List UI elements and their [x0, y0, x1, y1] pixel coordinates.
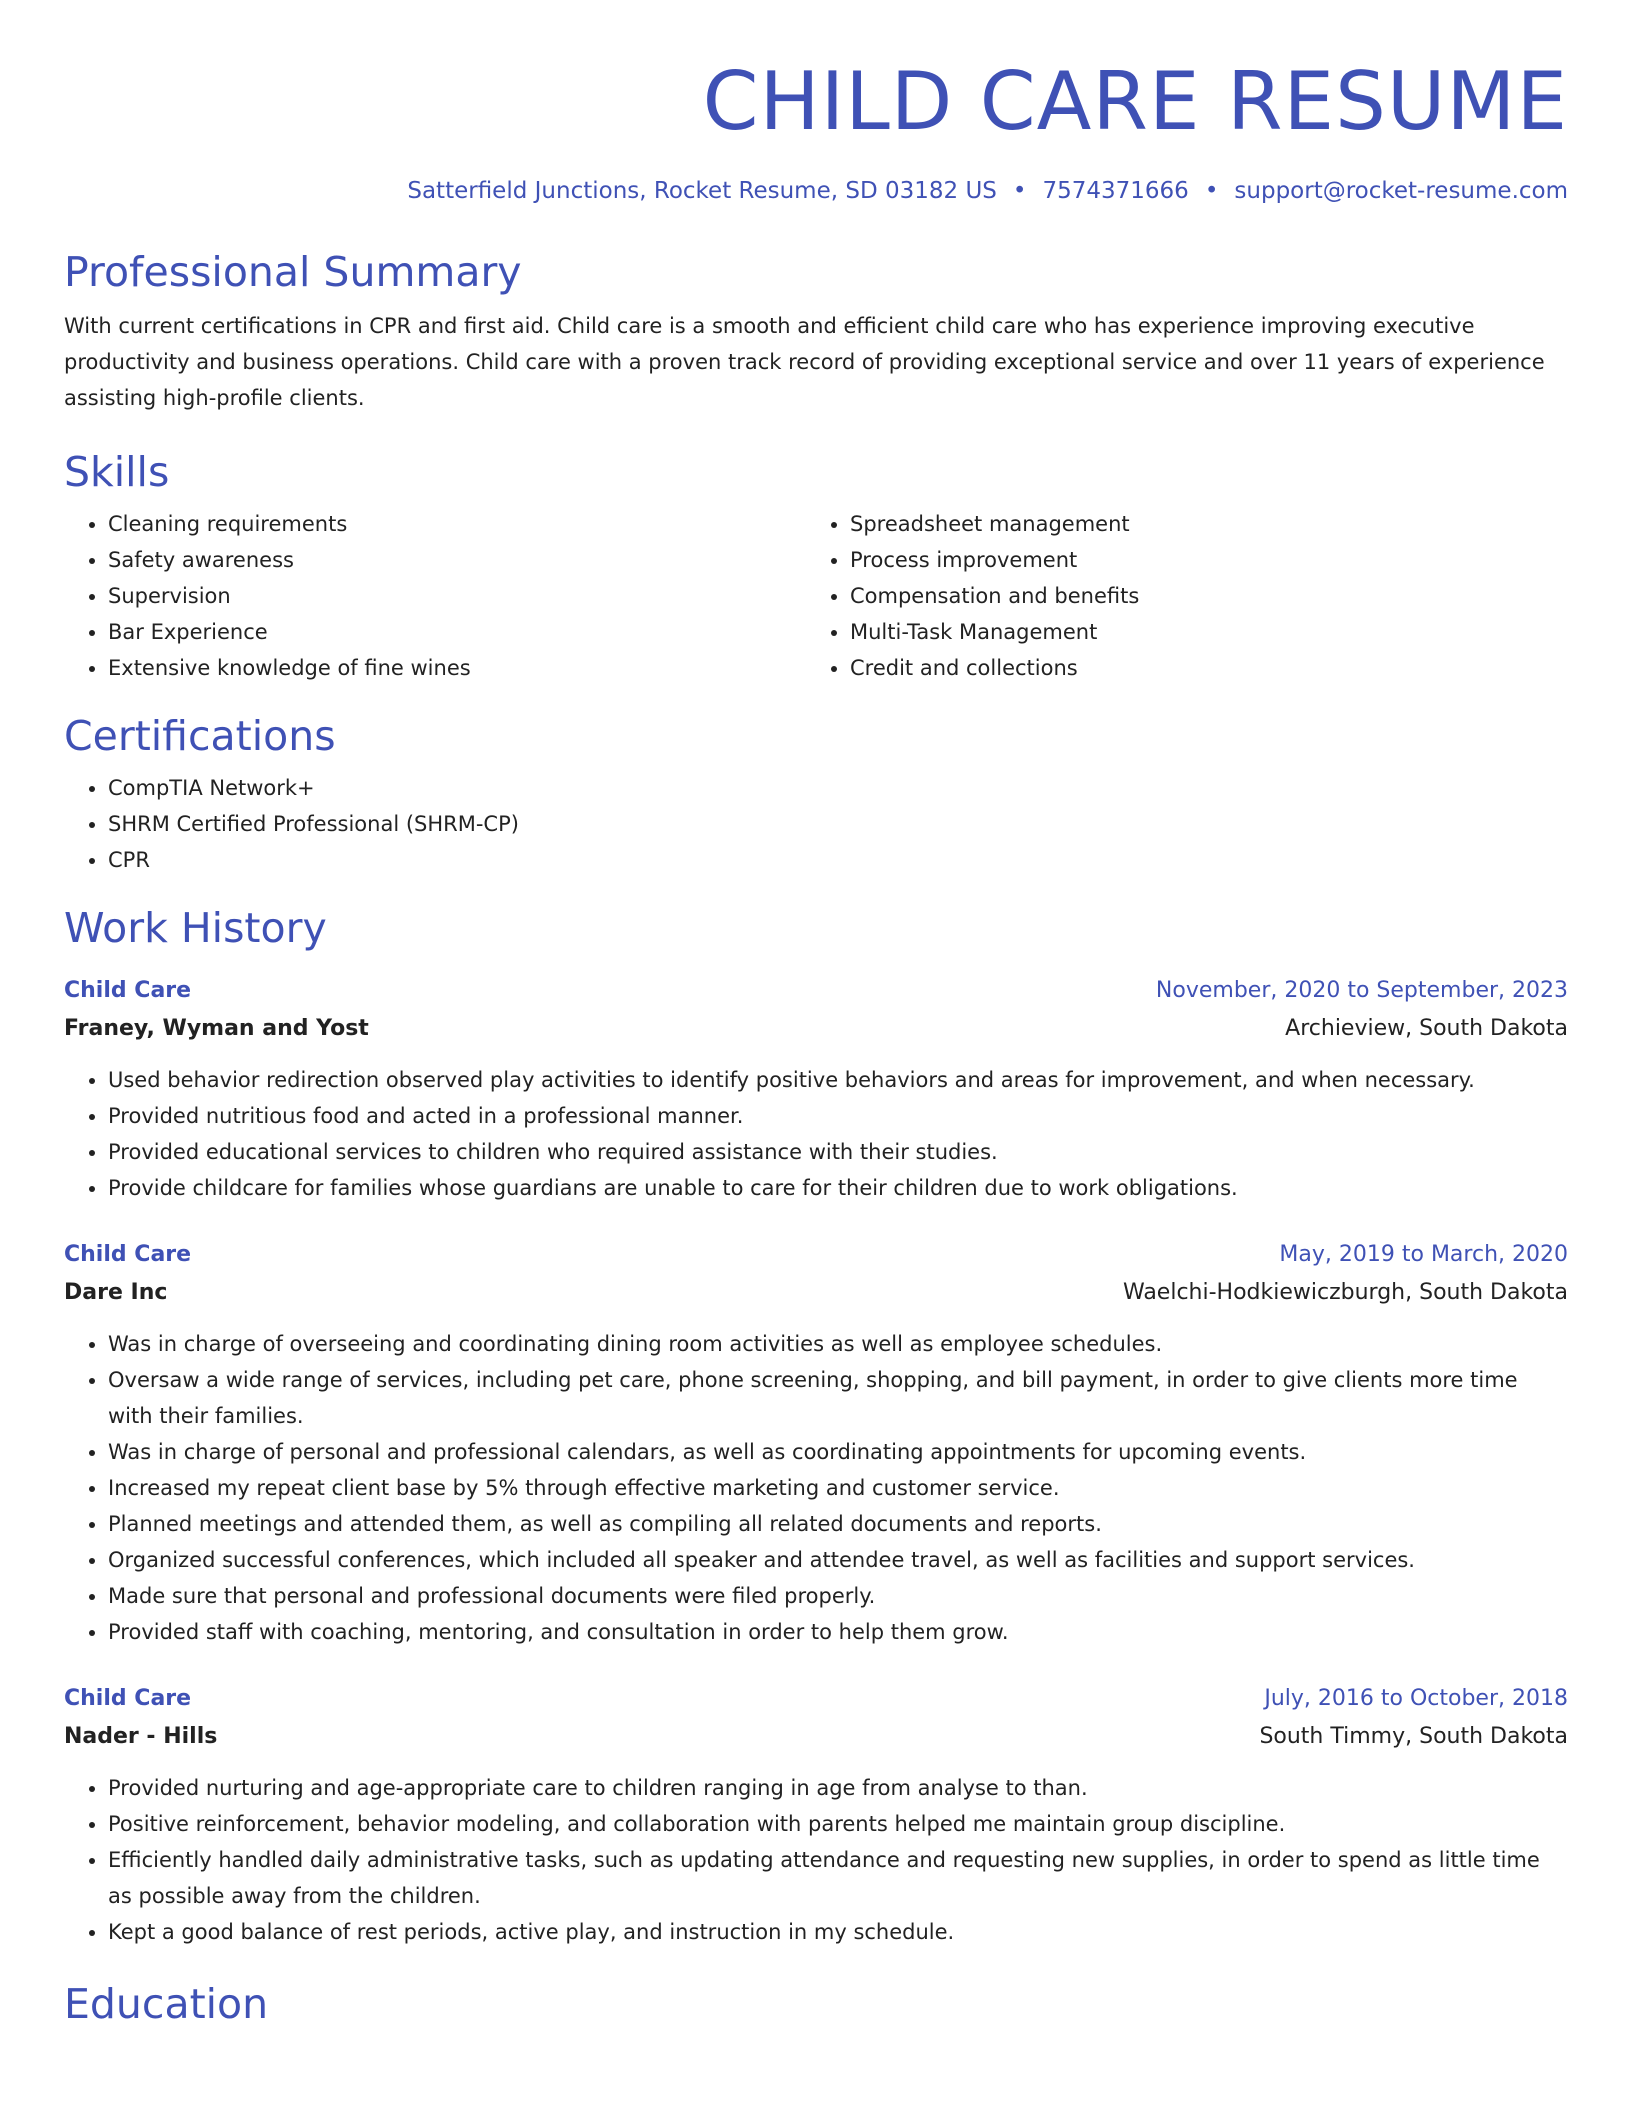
resume-title: CHILD CARE RESUME	[702, 55, 1568, 148]
job-title: Child Care	[64, 1242, 192, 1267]
contact-separator: •	[1012, 178, 1027, 204]
contact-line	[64, 176, 1568, 206]
job-bullet: • Provided educational services to children who required assistance with their studies.	[108, 1134, 1568, 1170]
skills-list-right	[806, 506, 1548, 686]
job-company-row	[64, 1718, 1568, 1756]
job-company-row	[64, 1010, 1568, 1048]
job-company: Franey, Wyman and Yost	[64, 1016, 369, 1041]
job-entry	[64, 972, 1568, 1206]
skill-item: • Bar Experience	[108, 614, 806, 650]
skill-item: • Extensive knowledge of fine wines	[108, 650, 806, 686]
skill-item: • Multi-Task Management	[850, 614, 1548, 650]
job-bullet: • Was in charge of overseeing and coordinating dining room activities as well as employee schedules.	[108, 1326, 1568, 1362]
job-entry	[64, 1680, 1568, 1950]
job-header-row	[64, 972, 1568, 1010]
certification-item: • CPR	[108, 842, 1568, 878]
contact-separator: •	[1204, 178, 1219, 204]
contact-email[interactable]: support@rocket-resume.com	[1234, 178, 1568, 204]
job-location: Archieview, South Dakota	[1285, 1016, 1568, 1041]
job-dates: November, 2020 to September, 2023	[1155, 978, 1568, 1003]
job-dates: May, 2019 to March, 2020	[1279, 1242, 1568, 1267]
skill-item: • Supervision	[108, 578, 806, 614]
job-company: Nader - Hills	[64, 1724, 218, 1749]
job-header-row	[64, 1680, 1568, 1718]
job-bullet: • Provided nurturing and age-appropriate care to children ranging in age from analyse to than.	[108, 1770, 1568, 1806]
job-bullet: • Increased my repeat client base by 5% through effective marketing and customer service.	[108, 1470, 1568, 1506]
job-bullet: • Positive reinforcement, behavior modeling, and collaboration with parents helped me maintain group discipline.	[108, 1806, 1568, 1842]
education-heading: Education	[64, 1980, 269, 2028]
skill-item: • Process improvement	[850, 542, 1548, 578]
job-title: Child Care	[64, 1686, 192, 1711]
job-company: Dare Inc	[64, 1280, 168, 1305]
skill-item: • Safety awareness	[108, 542, 806, 578]
skill-item: • Cleaning requirements	[108, 506, 806, 542]
job-bullet: • Efficiently handled daily administrative tasks, such as updating attendance and requesting new supplies, in order to spend as little time as possible away from the children.	[108, 1842, 1568, 1914]
job-bullet: • Planned meetings and attended them, as well as compiling all related documents and reports.	[108, 1506, 1568, 1542]
skill-item: • Compensation and benefits	[850, 578, 1548, 614]
resume-page	[64, 0, 1568, 2032]
job-bullet: • Made sure that personal and professional documents were filed properly.	[108, 1578, 1568, 1614]
skills-columns	[64, 506, 1568, 686]
job-bullet: • Provided nutritious food and acted in a professional manner.	[108, 1098, 1568, 1134]
job-location: Waelchi-Hodkiewiczburgh, South Dakota	[1122, 1280, 1568, 1305]
contact-address: Satterfield Junctions, Rocket Resume, SD 03182 US	[407, 178, 997, 204]
skills-list-left	[64, 506, 806, 686]
certifications-list	[64, 770, 1568, 878]
certification-item: • CompTIA Network+	[108, 770, 1568, 806]
skill-item: • Spreadsheet management	[850, 506, 1548, 542]
work-history-heading: Work History	[64, 904, 327, 952]
job-title: Child Care	[64, 978, 192, 1003]
job-bullet: • Used behavior redirection observed play activities to identify positive behaviors and areas for improvement, and when necessary.	[108, 1062, 1568, 1098]
job-bullets	[64, 1326, 1568, 1650]
job-bullets	[64, 1770, 1568, 1950]
summary-text: With current certifications in CPR and first aid. Child care is a smooth and efficient child care who has experience improving executive productivity and business operations. Child care with a proven track record of providing exceptional service and over 11 years of experience assisting high-profile clients.	[64, 314, 1545, 410]
job-company-row	[64, 1274, 1568, 1312]
job-bullet: • Was in charge of personal and professional calendars, as well as coordinating appointments for upcoming events.	[108, 1434, 1568, 1470]
job-bullets	[64, 1062, 1568, 1206]
job-bullet: • Provide childcare for families whose guardians are unable to care for their children due to work obligations.	[108, 1170, 1568, 1206]
job-location: South Timmy, South Dakota	[1259, 1724, 1568, 1749]
job-bullet: • Kept a good balance of rest periods, active play, and instruction in my schedule.	[108, 1914, 1568, 1950]
contact-phone: 7574371666	[1042, 178, 1189, 204]
summary-heading: Professional Summary	[64, 248, 522, 296]
job-header-row	[64, 1236, 1568, 1274]
job-bullet: • Oversaw a wide range of services, including pet care, phone screening, shopping, and bill payment, in order to give clients more time with their families.	[108, 1362, 1568, 1434]
skills-heading: Skills	[64, 448, 170, 496]
certification-item: • SHRM Certified Professional (SHRM-CP)	[108, 806, 1568, 842]
certifications-heading: Certifications	[64, 712, 336, 760]
job-bullet: • Organized successful conferences, which included all speaker and attendee travel, as well as facilities and support services.	[108, 1542, 1568, 1578]
skill-item: • Credit and collections	[850, 650, 1548, 686]
job-bullet: • Provided staff with coaching, mentoring, and consultation in order to help them grow.	[108, 1614, 1568, 1650]
job-dates: July, 2016 to October, 2018	[1264, 1686, 1568, 1711]
job-entry	[64, 1236, 1568, 1650]
